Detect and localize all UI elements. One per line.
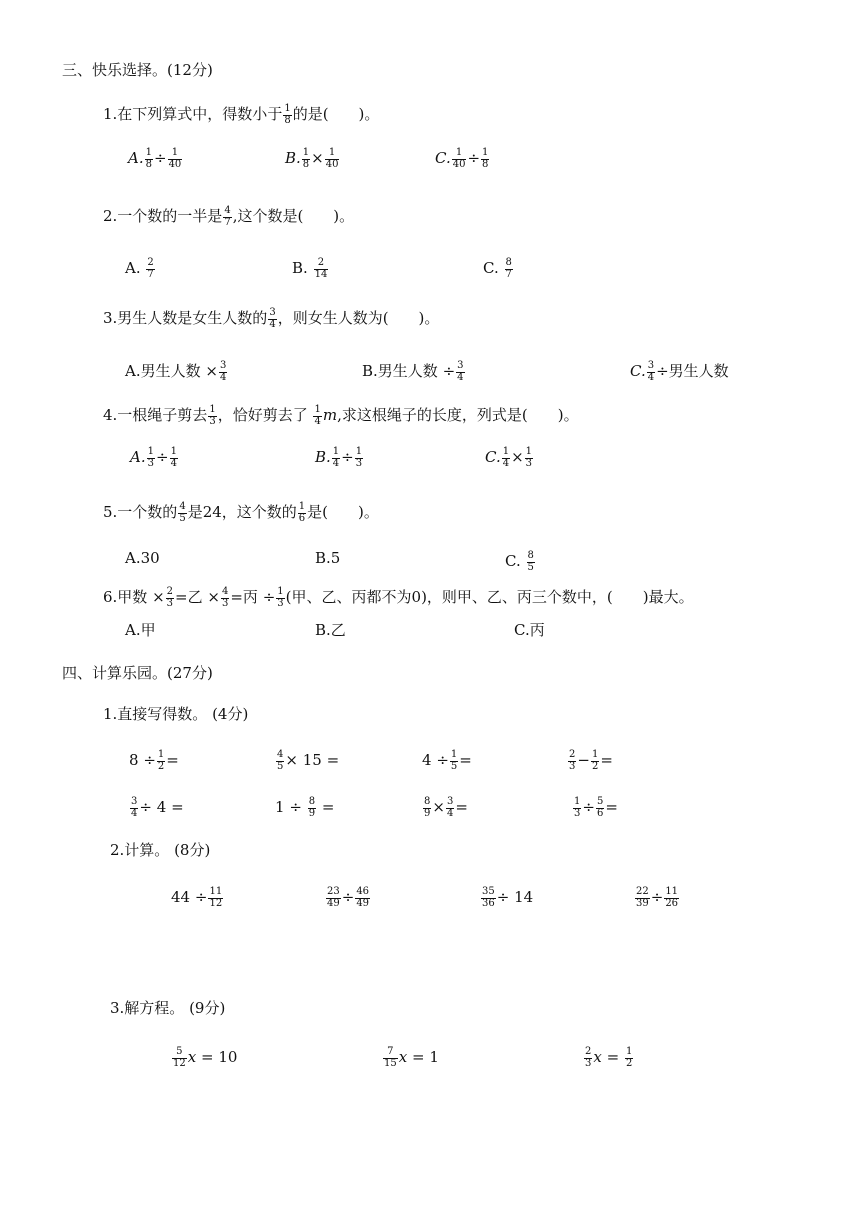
equation: $\frac{2}{3}$ x = $\frac{1}{2}$ <box>585 1046 633 1069</box>
question-6: 6.甲数 × $\frac{2}{3}$ =乙 × $\frac{4}{3}$ =丙 ÷ $\frac{1}{3}$ (甲、乙、丙都不为0)，则甲、乙、丙三个数中，( )最大。 <box>103 586 694 609</box>
fraction: $\frac{1}{8}$ <box>284 103 291 126</box>
option-c[interactable]: C.丙 <box>514 621 545 639</box>
part-1-title: 1.直接写得数。 (4分) <box>103 705 249 723</box>
option-a[interactable]: A. $\frac{1}{3}$ ÷ $\frac{1}{4}$ <box>130 446 177 469</box>
option-a[interactable]: A.甲 <box>125 621 156 639</box>
option-a[interactable]: A. $\frac{2}{7}$ <box>125 257 154 280</box>
option-a[interactable]: A. $\frac{1}{8}$ ÷ $\frac{1}{40}$ <box>128 147 182 170</box>
option-c[interactable]: C. $\frac{1}{4}$ × $\frac{1}{3}$ <box>485 446 533 469</box>
question-5: 5.一个数的 $\frac{4}{5}$ 是24，这个数的 $\frac{1}{6}$ 是( )。 <box>103 501 379 524</box>
expression: $\frac{22}{39}$ ÷ $\frac{11}{26}$ <box>636 886 679 909</box>
option-b[interactable]: B. $\frac{1}{8}$ × $\frac{1}{40}$ <box>285 147 339 170</box>
equation: $\frac{7}{15}$ x = 1 <box>384 1046 439 1069</box>
expression: $\frac{4}{5}$ × 15 = <box>277 749 340 772</box>
question-3: 3.男生人数是女生人数的 $\frac{3}{4}$ ，则女生人数为( )。 <box>103 307 440 330</box>
expression: 44 ÷ $\frac{11}{12}$ <box>171 886 223 909</box>
expression: $\frac{35}{36}$ ÷ 14 <box>482 886 534 909</box>
part-2-title: 2.计算。 (8分) <box>110 841 211 859</box>
expression: 8 ÷ $\frac{1}{2}$ = <box>129 749 179 772</box>
option-b[interactable]: B. $\frac{1}{4}$ ÷ $\frac{1}{3}$ <box>315 446 363 469</box>
option-c[interactable]: C. $\frac{8}{7}$ <box>483 257 512 280</box>
option-b[interactable]: B. $\frac{2}{14}$ <box>292 257 328 280</box>
section-4-title: 四、计算乐园。(27分) <box>62 664 213 682</box>
option-a[interactable]: A.男生人数 × $\frac{3}{4}$ <box>125 360 227 383</box>
expression: $\frac{23}{49}$ ÷ $\frac{46}{49}$ <box>327 886 370 909</box>
expression: $\frac{3}{4}$ ÷ 4 = <box>131 796 184 819</box>
equation: $\frac{5}{12}$ x = 10 <box>173 1046 238 1069</box>
expression: $\frac{2}{3}$ − $\frac{1}{2}$ = <box>569 749 613 772</box>
question-2: 2.一个数的一半是 $\frac{4}{7}$ ,这个数是( )。 <box>103 205 355 228</box>
part-3-title: 3.解方程。 (9分) <box>110 999 226 1017</box>
expression: 4 ÷ $\frac{1}{5}$ = <box>422 749 472 772</box>
option-b[interactable]: B.男生人数 ÷ $\frac{3}{4}$ <box>362 360 464 383</box>
expression: $\frac{8}{9}$ × $\frac{3}{4}$ = <box>424 796 468 819</box>
expression: $\frac{1}{3}$ ÷ $\frac{5}{6}$ = <box>574 796 618 819</box>
expression: 1 ÷ $\frac{8}{9}$ = <box>275 796 335 819</box>
question-1: 1.在下列算式中，得数小于 $\frac{1}{8}$ 的是( )。 <box>103 103 380 126</box>
option-b[interactable]: B.乙 <box>315 621 346 639</box>
option-c[interactable]: C. $\frac{1}{40}$ ÷ $\frac{1}{8}$ <box>435 147 489 170</box>
option-b[interactable]: B.5 <box>315 549 341 567</box>
question-4: 4.一根绳子剪去 $\frac{1}{3}$ ，恰好剪去了 $\frac{1}{4}$ m,求这根绳子的长度，列式是( )。 <box>103 404 579 427</box>
section-3-title: 三、快乐选择。(12分) <box>62 61 213 79</box>
option-c[interactable]: C. $\frac{3}{4}$ ÷男生人数 <box>630 360 729 383</box>
option-c[interactable]: C. $\frac{8}{5}$ <box>505 550 534 573</box>
option-a[interactable]: A.30 <box>125 549 160 567</box>
